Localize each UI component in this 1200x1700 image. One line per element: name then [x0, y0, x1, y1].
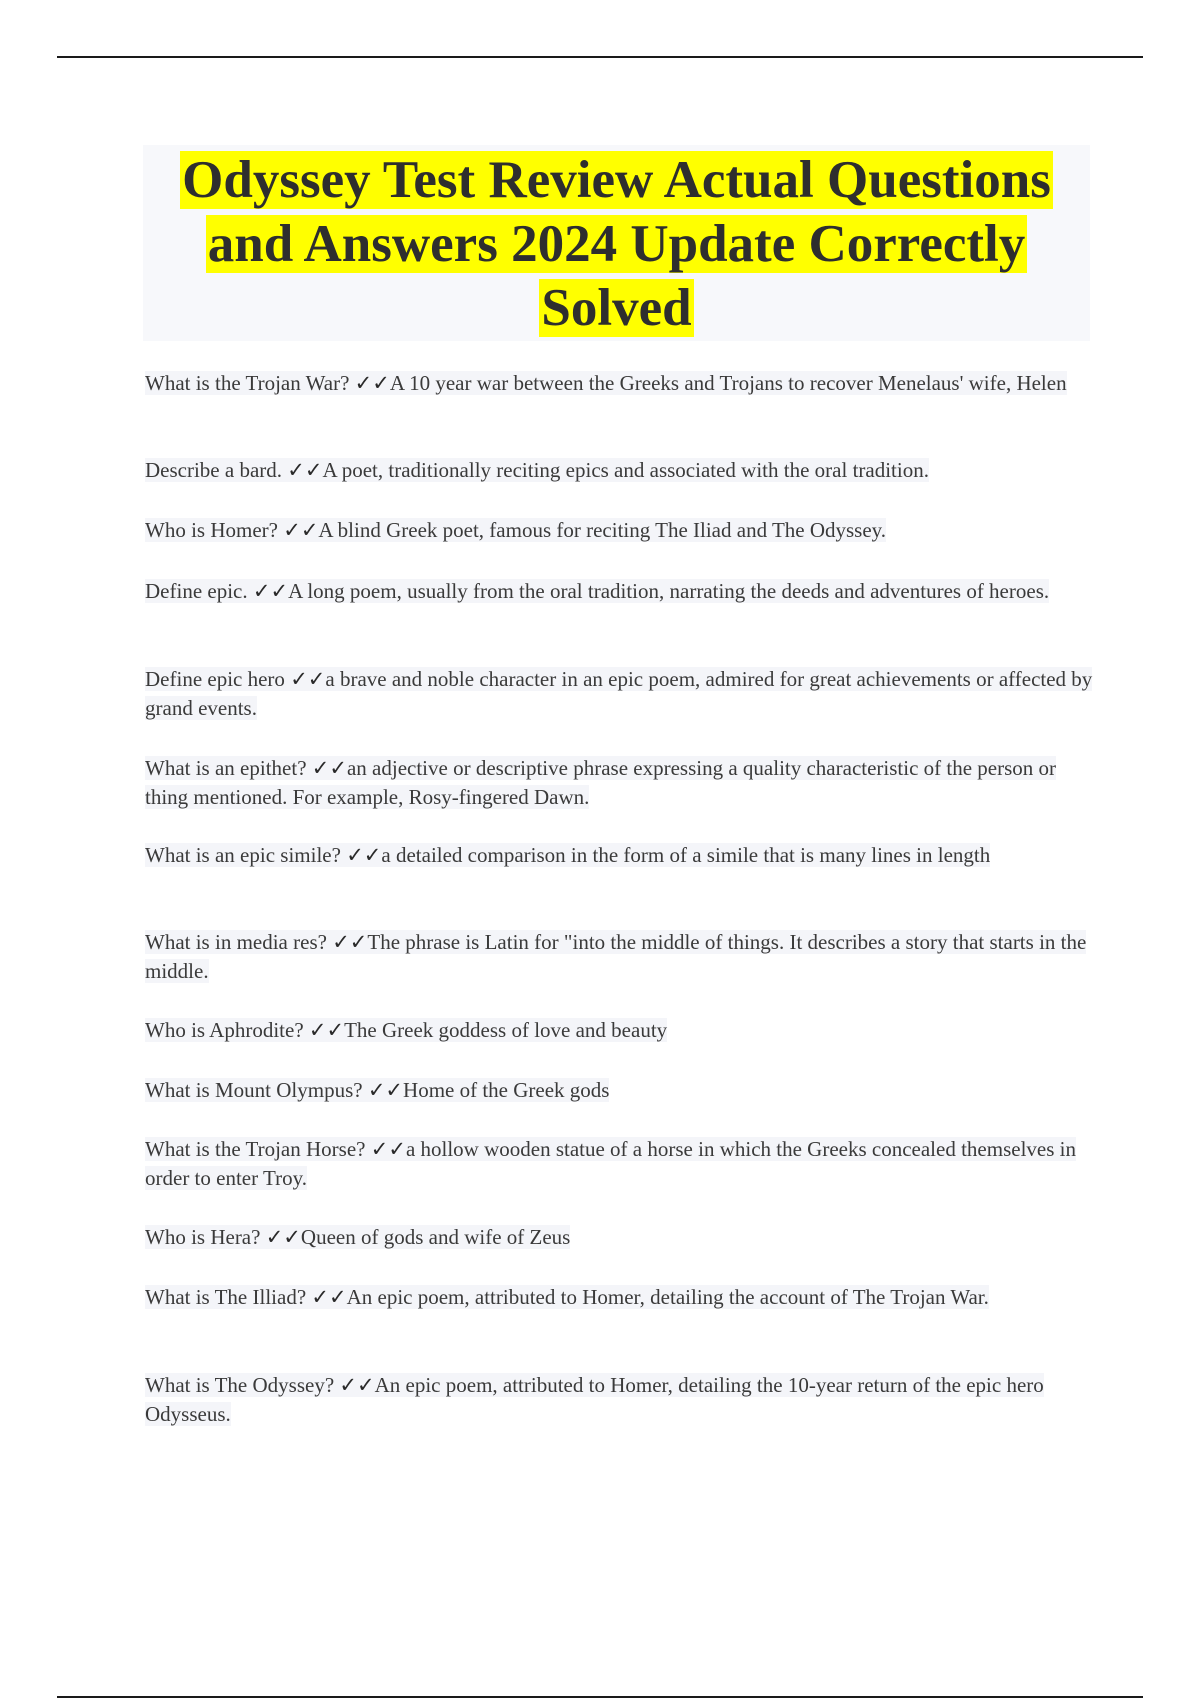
check-mark-icon: ✓✓: [346, 843, 382, 867]
qa-item: [145, 1371, 1095, 1429]
qa-item: [145, 665, 1095, 723]
qa-item: [145, 1076, 609, 1105]
check-mark-icon: ✓✓: [367, 1078, 404, 1102]
check-mark-icon: ✓✓: [287, 458, 323, 482]
check-mark-icon: ✓✓: [252, 579, 289, 603]
question-text: What is an epic simile?: [145, 843, 341, 867]
answer-text: An epic poem, attributed to Homer, detailing the 10-year return of the epic hero Odysseus.: [145, 1373, 1044, 1426]
question-text: What is The Illiad?: [145, 1285, 307, 1309]
question-text: What is an epithet?: [145, 756, 307, 780]
check-mark-icon: ✓✓: [339, 1373, 375, 1397]
qa-item: [145, 754, 1095, 812]
bottom-rule: [57, 1696, 1143, 1698]
question-text: What is the Trojan War?: [145, 371, 350, 395]
question-text: What is The Odyssey?: [145, 1373, 335, 1397]
qa-item: [145, 1283, 989, 1312]
document-title-text: Odyssey Test Review Actual Questions and Answers 2024 Update Correctly Solved: [182, 151, 1051, 337]
answer-text: A long poem, usually from the oral tradition, narrating the deeds and adventures of heroes.: [288, 579, 1050, 603]
qa-item: [145, 456, 929, 485]
check-mark-icon: ✓✓: [311, 756, 347, 780]
qa-item: [145, 577, 1049, 606]
question-text: Who is Homer?: [145, 518, 278, 542]
qa-item: [145, 928, 1095, 986]
check-mark-icon: ✓✓: [265, 1225, 301, 1249]
answer-text: Queen of gods and wife of Zeus: [300, 1225, 571, 1249]
answer-text: A poet, traditionally reciting epics and associated with the oral tradition.: [322, 458, 929, 482]
answer-text: a detailed comparison in the form of a simile that is many lines in length: [381, 843, 991, 867]
question-text: What is in media res?: [145, 930, 327, 954]
qa-item: [145, 516, 886, 545]
answer-text: an adjective or descriptive phrase expressing a quality characteristic of the person or thing mentioned. For example, Rosy-fingered Dawn.: [145, 756, 1057, 809]
answer-text: An epic poem, attributed to Homer, detailing the account of The Trojan War.: [346, 1285, 989, 1309]
qa-item: [145, 1016, 667, 1045]
check-mark-icon: ✓✓: [283, 518, 319, 542]
question-text: Define epic.: [145, 579, 248, 603]
qa-item: [145, 841, 990, 870]
document-title: [143, 148, 1090, 340]
check-mark-icon: ✓✓: [370, 1137, 406, 1161]
title-block: [143, 145, 1090, 341]
question-text: Define epic hero: [145, 667, 285, 691]
check-mark-icon: ✓✓: [308, 1018, 345, 1042]
answer-text: a brave and noble character in an epic poem, admired for great achievements or affected by grand events.: [145, 667, 1093, 720]
question-text: What is the Trojan Horse?: [145, 1137, 366, 1161]
answer-text: Home of the Greek gods: [403, 1078, 610, 1102]
question-text: Who is Hera?: [145, 1225, 261, 1249]
answer-text: A blind Greek poet, famous for reciting The Iliad and The Odyssey.: [318, 518, 887, 542]
answer-text: A 10 year war between the Greeks and Trojans to recover Menelaus' wife, Helen: [389, 371, 1067, 395]
question-text: Describe a bard.: [145, 458, 283, 482]
check-mark-icon: ✓✓: [311, 1285, 347, 1309]
qa-item: [145, 1135, 1095, 1193]
question-text: Who is Aphrodite?: [145, 1018, 304, 1042]
answer-text: a hollow wooden statue of a horse in which the Greeks concealed themselves in order to enter Troy.: [145, 1137, 1076, 1190]
check-mark-icon: ✓✓: [354, 371, 390, 395]
question-text: What is Mount Olympus?: [145, 1078, 363, 1102]
qa-item: [145, 369, 1067, 398]
answer-text: The Greek goddess of love and beauty: [344, 1018, 668, 1042]
answer-text: The phrase is Latin for "into the middle of things. It describes a story that starts in the middle.: [145, 930, 1087, 983]
qa-item: [145, 1223, 570, 1252]
top-rule: [57, 56, 1143, 58]
check-mark-icon: ✓✓: [332, 930, 368, 954]
check-mark-icon: ✓✓: [290, 667, 326, 691]
